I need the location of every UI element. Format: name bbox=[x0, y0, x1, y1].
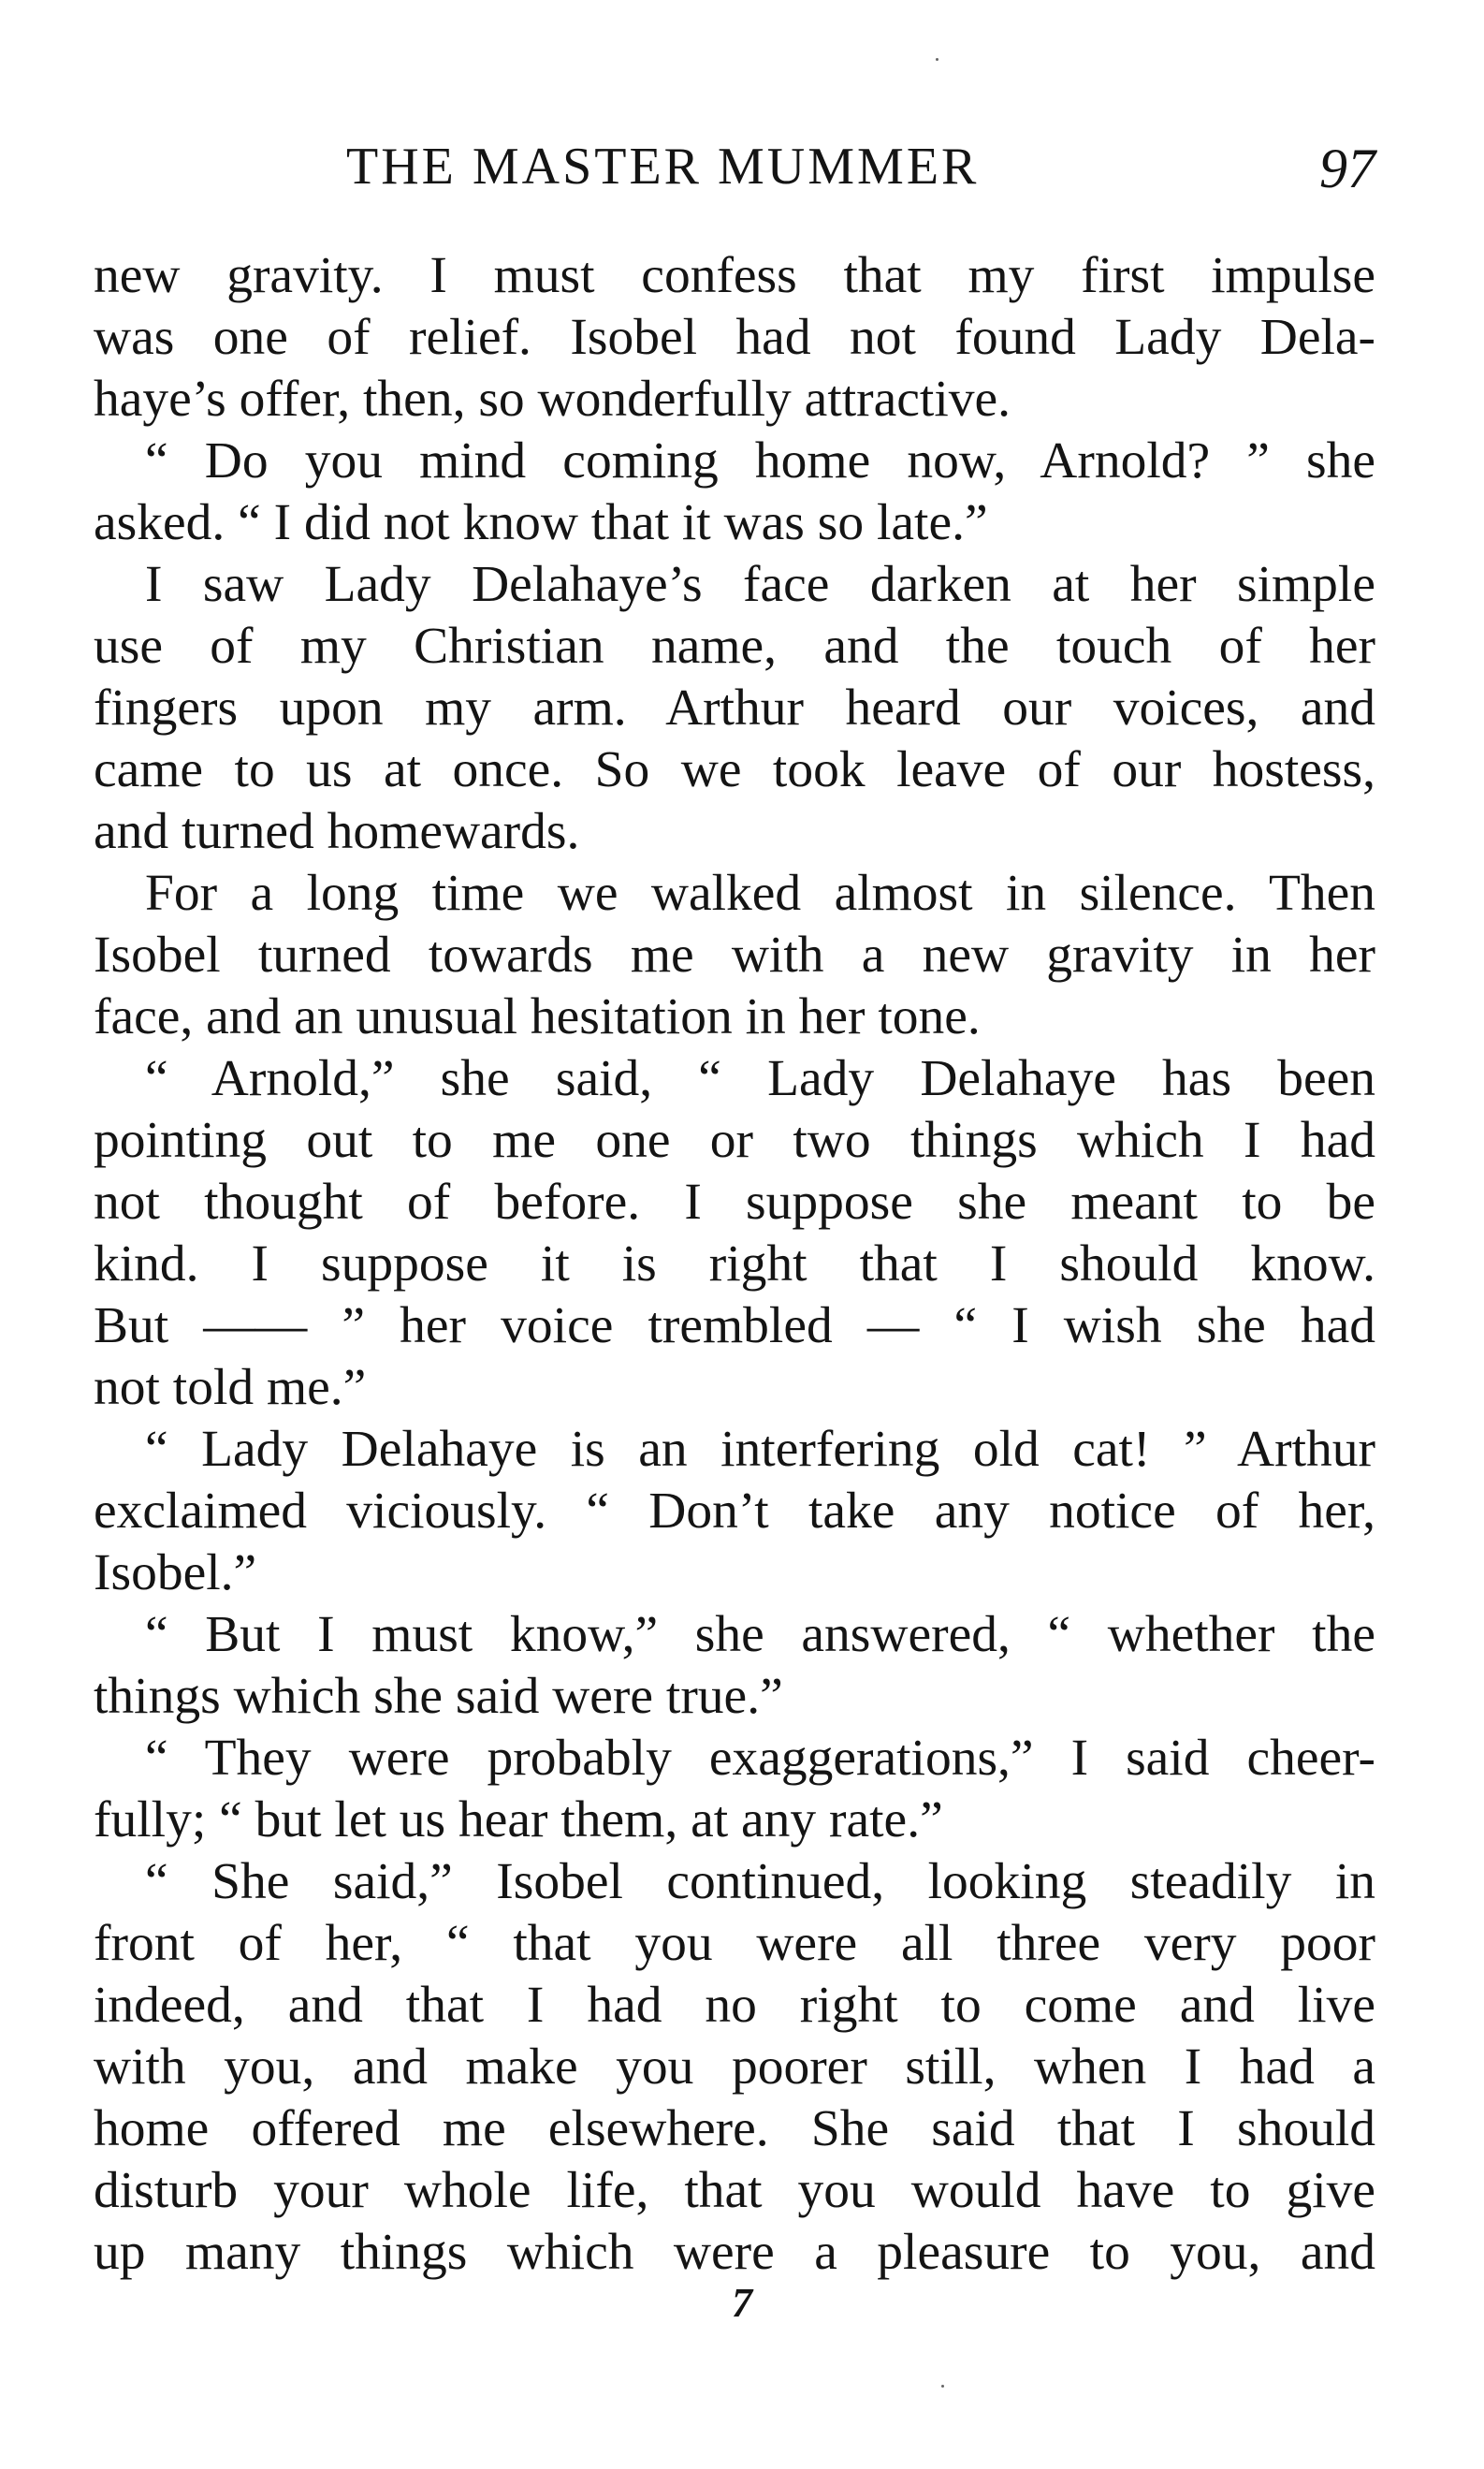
text-line: “ But I must know,” she answered, “ whether the bbox=[145, 1606, 1375, 1663]
text-line: I saw Lady Delahaye’s face darken at her simple bbox=[145, 556, 1375, 613]
text-line: pointing out to me one or two things which I had bbox=[94, 1112, 1375, 1169]
text-line: exclaimed viciously. “ Don’t take any notice of her, bbox=[94, 1483, 1375, 1540]
text-line: haye’s offer, then, so wonderfully attractive. bbox=[94, 371, 1011, 428]
text-line: up many things which were a pleasure to you, and bbox=[94, 2224, 1375, 2281]
text-line: and turned homewards. bbox=[94, 803, 580, 860]
text-line: with you, and make you poorer still, when I had a bbox=[94, 2038, 1375, 2096]
paper-speck bbox=[941, 2385, 944, 2388]
text-line: fingers upon my arm. Arthur heard our voices, and bbox=[94, 679, 1375, 737]
text-line: “ She said,” Isobel continued, looking steadily in bbox=[145, 1853, 1375, 1910]
text-line: was one of relief. Isobel had not found Lady Dela- bbox=[94, 309, 1375, 366]
page-number: 97 bbox=[1319, 138, 1375, 199]
text-line: things which she said were true.” bbox=[94, 1668, 783, 1725]
text-line: “ Lady Delahaye is an interfering old cat! ” Arthur bbox=[145, 1421, 1375, 1478]
text-line: not told me.” bbox=[94, 1359, 367, 1416]
text-line: new gravity. I must confess that my first impulse bbox=[94, 247, 1375, 304]
text-line: use of my Christian name, and the touch of her bbox=[94, 618, 1375, 675]
body-text bbox=[94, 245, 1375, 2284]
text-line: asked. “ I did not know that it was so late.” bbox=[94, 494, 988, 551]
text-line: But —— ” her voice trembled — “ I wish she had bbox=[94, 1297, 1375, 1354]
text-line: Isobel turned towards me with a new gravity in her bbox=[94, 927, 1375, 984]
text-line: Isobel.” bbox=[94, 1544, 257, 1601]
text-line: indeed, and that I had no right to come and live bbox=[94, 1977, 1375, 2034]
running-title: THE MASTER MUMMER bbox=[346, 138, 980, 196]
signature-mark: 7 bbox=[732, 2280, 752, 2326]
text-line: came to us at once. So we took leave of our hostess, bbox=[94, 741, 1375, 798]
text-line: For a long time we walked almost in silence. Then bbox=[145, 865, 1375, 922]
text-line: kind. I suppose it is right that I should know. bbox=[94, 1235, 1375, 1293]
running-head bbox=[94, 129, 1375, 204]
text-line: not thought of before. I suppose she meant to be bbox=[94, 1174, 1375, 1231]
text-line: face, and an unusual hesitation in her tone. bbox=[94, 988, 981, 1045]
text-line: “ Do you mind coming home now, Arnold? ” she bbox=[145, 432, 1375, 489]
text-line: “ They were probably exaggerations,” I said cheer- bbox=[145, 1730, 1375, 1787]
text-line: “ Arnold,” she said, “ Lady Delahaye has been bbox=[145, 1050, 1375, 1107]
text-line: disturb your whole life, that you would have to give bbox=[94, 2162, 1375, 2219]
text-line: home offered me elsewhere. She said that I should bbox=[94, 2100, 1375, 2157]
paper-speck bbox=[936, 58, 938, 61]
text-line: front of her, “ that you were all three very poor bbox=[94, 1915, 1375, 1972]
text-line: fully; “ but let us hear them, at any rate.” bbox=[94, 1791, 943, 1848]
